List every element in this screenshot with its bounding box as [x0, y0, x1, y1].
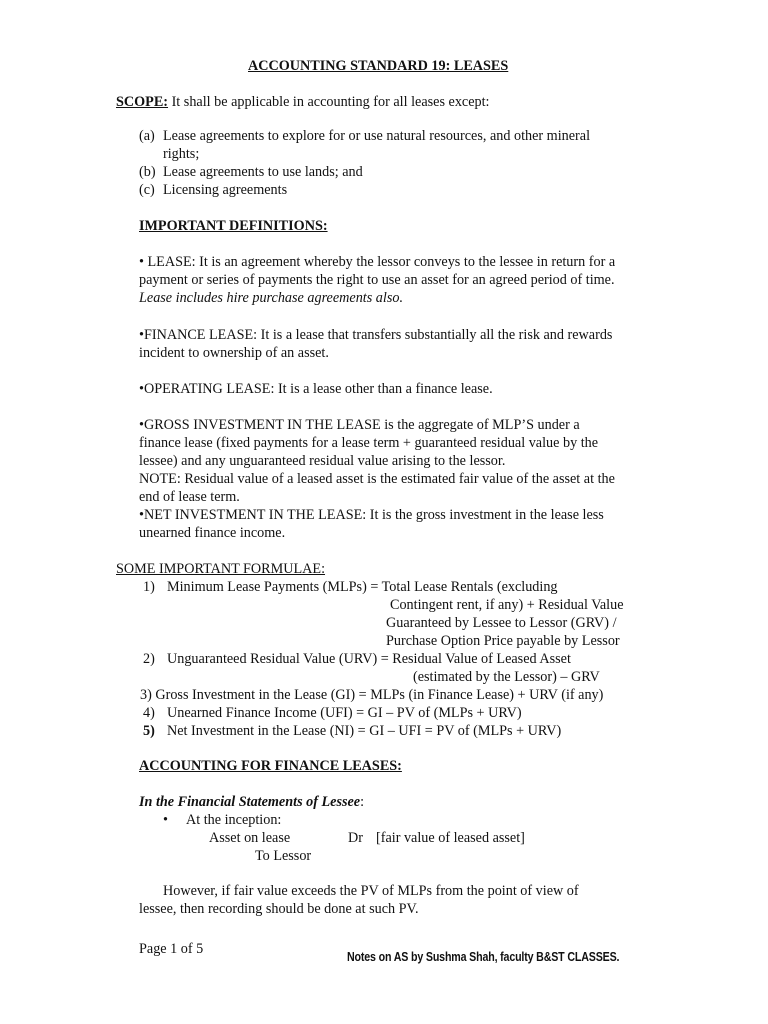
journal-dr-marker: Dr — [348, 830, 363, 846]
however-line-2: lessee, then recording should be done at such PV. — [139, 901, 419, 917]
lessee-subheading-text: In the Financial Statements of Lessee — [139, 794, 361, 810]
finance-leases-heading: ACCOUNTING FOR FINANCE LEASES: — [139, 758, 402, 774]
lease-definition-note: Lease includes hire purchase agreements also. — [139, 290, 403, 306]
net-investment-line-2: unearned finance income. — [139, 525, 286, 541]
formula-1-line-3: Guaranteed by Lessee to Lessor (GRV) / — [386, 615, 617, 631]
net-investment-line-1: •NET INVESTMENT IN THE LEASE: It is the gross investment in the lease less — [139, 507, 604, 523]
lease-definition-line-1: • LEASE: It is an agreement whereby the lessor conveys to the lessee in return for a — [139, 254, 616, 270]
formula-5-number: 5) — [143, 723, 155, 739]
scope-item-b-marker: (b) — [139, 164, 156, 180]
inception-bullet-text: At the inception: — [186, 812, 282, 828]
page-number: Page 1 of 5 — [139, 941, 204, 957]
operating-lease-definition: •OPERATING LEASE: It is a lease other than a finance lease. — [139, 381, 493, 397]
bullet-icon: • — [163, 812, 168, 828]
formula-2-line-1: Unguaranteed Residual Value (URV) = Residual Value of Leased Asset — [167, 651, 571, 667]
lessee-subheading — [139, 793, 364, 811]
definitions-heading: IMPORTANT DEFINITIONS: — [139, 218, 328, 234]
formula-2-line-2: (estimated by the Lessor) – GRV — [413, 669, 600, 685]
formula-5-text: Net Investment in the Lease (NI) = GI – UFI = PV of (MLPs + URV) — [167, 723, 562, 739]
scope-text: It shall be applicable in accounting for all leases except: — [168, 94, 490, 110]
scope-item-b-text: Lease agreements to use lands; and — [163, 164, 363, 180]
lessee-subheading-colon: : — [360, 794, 365, 810]
finance-lease-line-2: incident to ownership of an asset. — [139, 345, 329, 361]
journal-amount: [fair value of leased asset] — [376, 830, 525, 846]
however-line-1: However, if fair value exceeds the PV of MLPs from the point of view of — [163, 883, 579, 899]
formulae-heading: SOME IMPORTANT FORMULAE: — [116, 561, 326, 577]
finance-lease-line-1: •FINANCE LEASE: It is a lease that transfers substantially all the risk and rewards — [139, 327, 613, 343]
scope-item-a-line-1: Lease agreements to explore for or use natural resources, and other mineral — [163, 128, 591, 144]
formula-3: 3) Gross Investment in the Lease (GI) = MLPs (in Finance Lease) + URV (if any) — [140, 687, 604, 703]
scope-label: SCOPE: — [116, 94, 169, 110]
gross-investment-line-3: lessee) and any unguaranteed residual value arising to the lessor. — [139, 453, 506, 469]
footer-note: Notes on AS by Sushma Shah, faculty B&ST CLASSES. — [347, 949, 620, 964]
page-title: ACCOUNTING STANDARD 19: LEASES — [248, 58, 509, 74]
formula-1-line-2: Contingent rent, if any) + Residual Value — [390, 597, 624, 613]
formula-1-line-4: Purchase Option Price payable by Lessor — [386, 633, 620, 649]
scope-item-a-line-2: rights; — [163, 146, 200, 162]
scope-item-c-text: Licensing agreements — [163, 182, 288, 198]
scope-item-a-marker: (a) — [139, 128, 155, 144]
formula-1-line-1: Minimum Lease Payments (MLPs) = Total Lease Rentals (excluding — [167, 579, 558, 595]
gross-investment-line-2: finance lease (fixed payments for a lease term + guaranteed residual value by the — [139, 435, 599, 451]
scope-paragraph — [116, 93, 490, 111]
residual-value-note-line-1: NOTE: Residual value of a leased asset is the estimated fair value of the asset at the — [139, 471, 615, 487]
gross-investment-line-1: •GROSS INVESTMENT IN THE LEASE is the aggregate of MLP’S under a — [139, 417, 580, 433]
formula-1-number: 1) — [143, 579, 155, 595]
residual-value-note-line-2: end of lease term. — [139, 489, 240, 505]
lease-definition-line-2: payment or series of payments the right to use an asset for an agreed period of time. — [139, 272, 615, 288]
journal-credit-account: To Lessor — [255, 848, 312, 864]
formula-4-number: 4) — [143, 705, 155, 721]
journal-debit-account: Asset on lease — [209, 830, 291, 846]
formula-2-number: 2) — [143, 651, 155, 667]
scope-item-c-marker: (c) — [139, 182, 155, 198]
formula-4-text: Unearned Finance Income (UFI) = GI – PV of (MLPs + URV) — [167, 705, 522, 721]
